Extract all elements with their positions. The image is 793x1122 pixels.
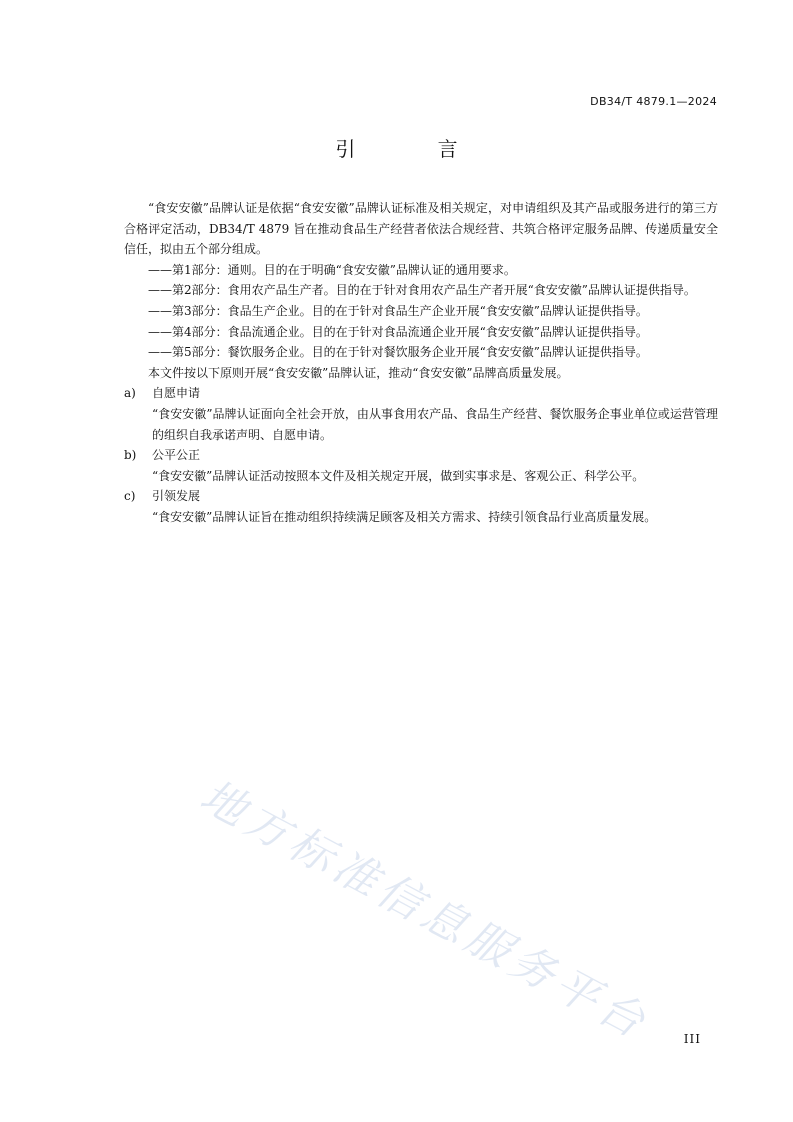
principle-description: “食安安徽”品牌认证活动按照本文件及相关规定开展，做到实事求是、客观公正、科学公平。 — [152, 468, 645, 483]
document-body — [124, 198, 718, 528]
principle-c — [124, 486, 718, 527]
page-number: III — [683, 1032, 701, 1046]
list-marker: c) — [124, 489, 136, 504]
page-title: 引 言 — [335, 137, 496, 161]
principle-title: 公平公正 — [152, 448, 201, 463]
principle-description: “食安安徽”品牌认证旨在推动组织持续满足顾客及相关方需求、持续引领食品行业高质量发展。 — [152, 509, 657, 524]
part-item-4: ——第4部分：食品流通企业。目的在于针对食品流通企业开展“食安安徽”品牌认证提供指导。 — [148, 324, 648, 339]
principle-b — [124, 445, 718, 486]
part-item-1: ——第1部分：通则。目的在于明确“食安安徽”品牌认证的通用要求。 — [148, 262, 516, 277]
principle-a — [124, 383, 718, 445]
intro-paragraph: “食安安徽”品牌认证是依据“食安安徽”品牌认证标准及相关规定，对申请组织及其产品或服务进行的第三方合格评定活动，DB34/T 4879 旨在推动食品生产经营者依法合规经营、共筑合格评定服务品牌、传递质量安全信任，拟由五个部分组成。 — [124, 201, 718, 257]
part-item-3: ——第3部分：食品生产企业。目的在于针对食品生产企业开展“食安安徽”品牌认证提供指导。 — [148, 303, 648, 318]
principle-intro: 本文件按以下原则开展“食安安徽”品牌认证，推动“食安安徽”品牌高质量发展。 — [148, 365, 569, 380]
document-code: DB34/T 4879.1—2024 — [590, 95, 717, 108]
principle-title: 自愿申请 — [152, 386, 201, 401]
part-item-5: ——第5部分：餐饮服务企业。目的在于针对餐饮服务企业开展“食安安徽”品牌认证提供指导。 — [148, 345, 648, 360]
watermark: 地方标准信息服务平台 — [191, 770, 658, 1051]
part-item-2: ——第2部分：食用农产品生产者。目的在于针对食用农产品生产者开展“食安安徽”品牌认证提供指导。 — [148, 283, 696, 298]
principle-description: “食安安徽”品牌认证面向全社会开放，由从事食用农产品、食品生产经营、餐饮服务企事业单位或运营管理的组织自我承诺声明、自愿申请。 — [152, 406, 718, 442]
principle-title: 引领发展 — [152, 489, 201, 504]
list-marker: a) — [124, 386, 136, 401]
list-marker: b) — [124, 448, 137, 463]
